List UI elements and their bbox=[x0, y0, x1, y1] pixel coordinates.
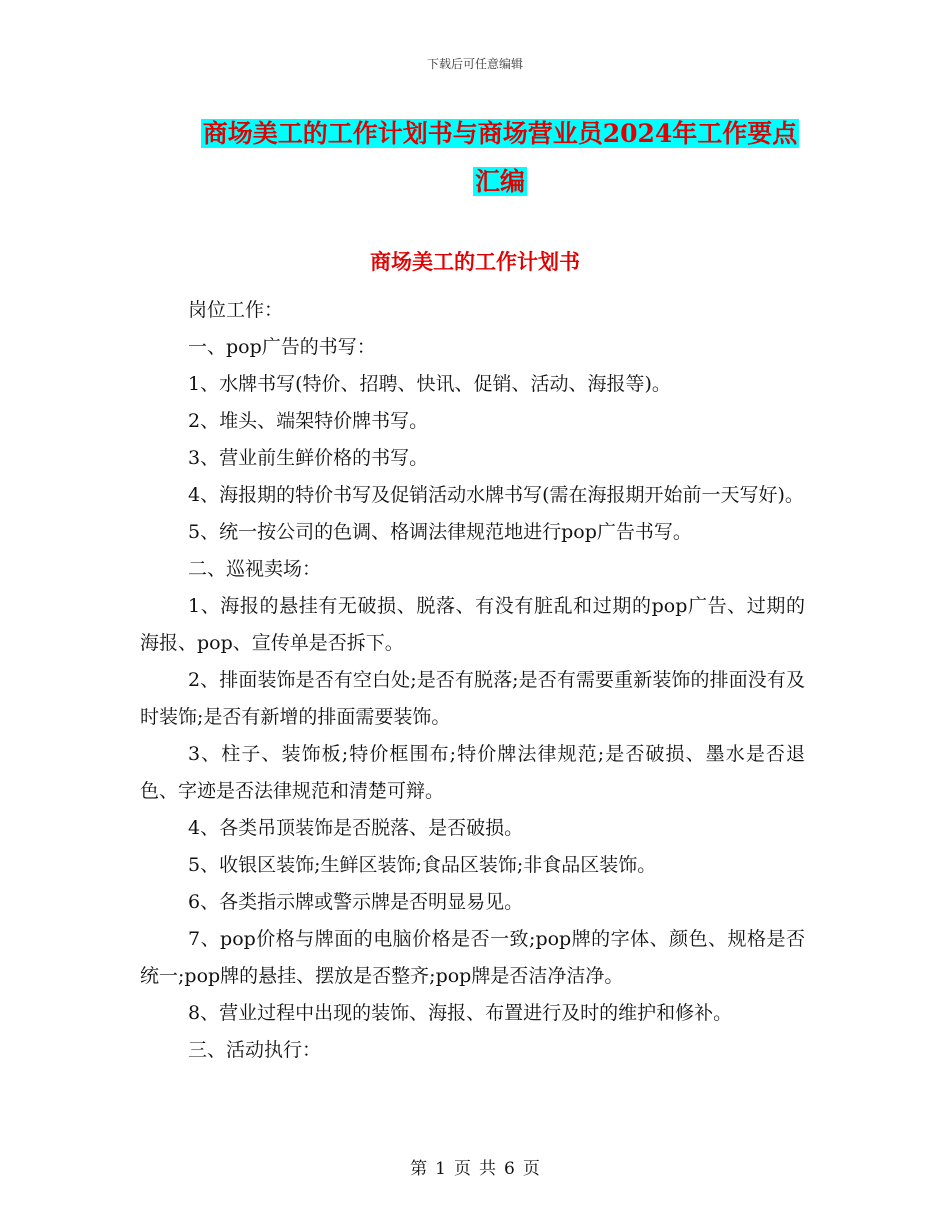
page-number: 1 bbox=[435, 1159, 446, 1179]
page-unit: 页 bbox=[454, 1159, 471, 1179]
paragraph: 5、收银区装饰;生鲜区装饰;食品区装饰;非食品区装饰。 bbox=[188, 854, 657, 876]
paragraph: 2、堆头、端架特价牌书写。 bbox=[188, 410, 429, 432]
paragraph: 8、营业过程中出现的装饰、海报、布置进行及时的维护和修补。 bbox=[188, 1002, 733, 1024]
page-total: 6 bbox=[504, 1159, 515, 1179]
title-line-2: 汇编 bbox=[474, 167, 525, 196]
paragraph: 5、统一按公司的色调、格调法律规范地进行pop广告书写。 bbox=[188, 521, 692, 543]
paragraph: 6、各类指示牌或警示牌是否明显易见。 bbox=[188, 891, 524, 913]
paragraph: 三、活动执行： bbox=[188, 1039, 322, 1061]
header-note: 下载后可任意编辑 bbox=[426, 57, 523, 71]
document-body bbox=[140, 292, 805, 1069]
paragraph: 3、营业前生鲜价格的书写。 bbox=[188, 447, 429, 469]
paragraph: 2、排面装饰是否有空白处;是否有脱落;是否有需要重新装饰的排面没有及时装饰;是否有新增的排面需要装饰。 bbox=[140, 669, 805, 728]
paragraph: 二、巡视卖场： bbox=[188, 558, 322, 580]
page-footer bbox=[0, 1154, 950, 1179]
paragraph: 一、pop广告的书写： bbox=[188, 336, 376, 358]
paragraph: 3、柱子、装饰板;特价框围布;特价牌法律规范;是否破损、墨水是否退色、字迹是否法律规范和清楚可辩。 bbox=[140, 743, 805, 802]
section-title: 商场美工的工作计划书 bbox=[370, 249, 580, 274]
total-unit: 页 bbox=[522, 1159, 540, 1179]
paragraph: 7、pop价格与牌面的电脑价格是否一致;pop牌的字体、颜色、规格是否统一;pop牌的悬挂、摆放是否整齐;pop牌是否洁净洁净。 bbox=[140, 928, 805, 987]
total-label: 共 bbox=[479, 1159, 496, 1179]
document-title bbox=[140, 110, 860, 206]
paragraph: 1、海报的悬挂有无破损、脱落、有没有脏乱和过期的pop广告、过期的海报、pop、宣传单是否拆下。 bbox=[140, 595, 805, 654]
title-line-1: 商场美工的工作计划书与商场营业员2024年工作要点 bbox=[202, 119, 798, 148]
paragraph: 岗位工作： bbox=[188, 299, 284, 321]
paragraph: 4、各类吊顶装饰是否脱落、是否破损。 bbox=[188, 817, 524, 839]
paragraph: 4、海报期的特价书写及促销活动水牌书写(需在海报期开始前一天写好)。 bbox=[188, 484, 804, 506]
page-label: 第 bbox=[410, 1159, 428, 1179]
paragraph: 1、水牌书写(特价、招聘、快讯、促销、活动、海报等)。 bbox=[188, 373, 671, 395]
